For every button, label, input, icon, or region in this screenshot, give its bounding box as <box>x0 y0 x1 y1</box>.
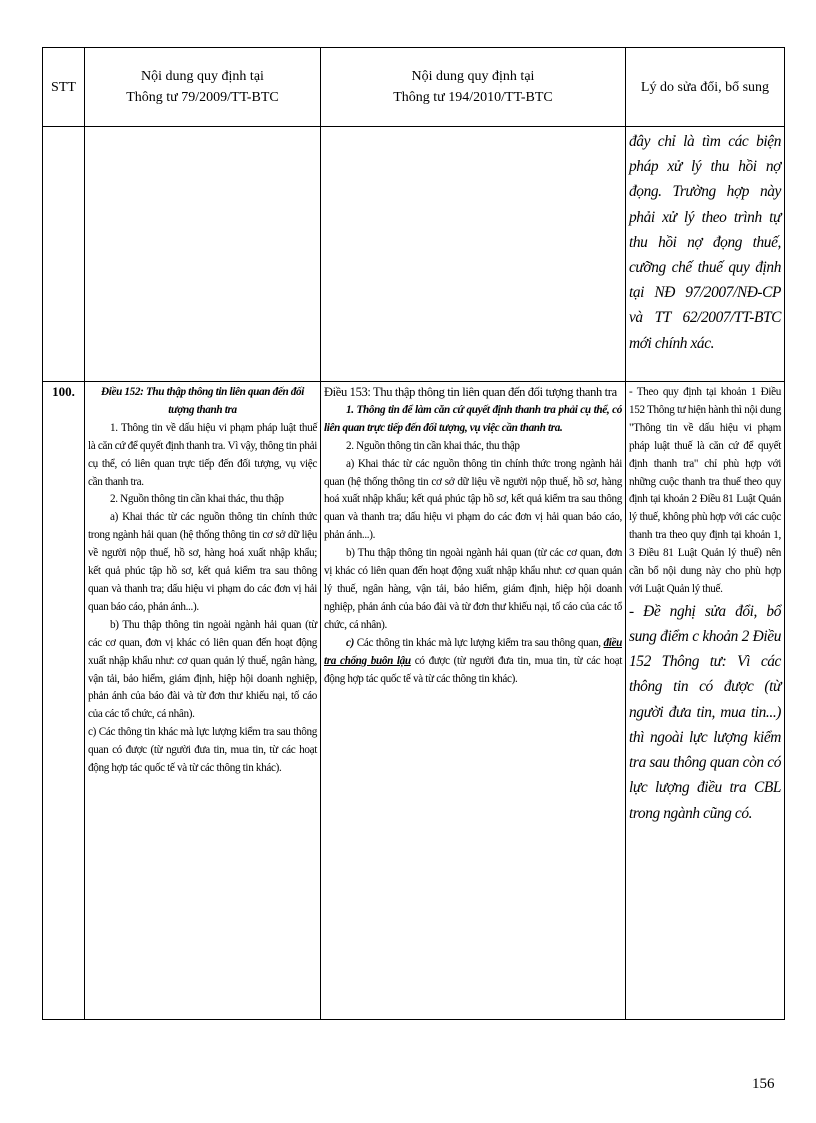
header-new-line1: Nội dung quy định tại <box>411 69 535 84</box>
header-stt-label: STT <box>51 79 76 95</box>
new-paragraph-1: 1. Thông tin để làm căn cứ quyết định thanh tra phải cụ thể, có liên quan trực tiếp đến đối tượng, vụ việc cần thanh tra. <box>324 403 622 434</box>
cell-reason-content <box>626 382 785 1020</box>
comparison-table <box>42 47 785 1020</box>
cell-reason-continued <box>626 127 785 382</box>
new-p5-prefix: c) <box>346 636 354 649</box>
new-article-title: Điều 153: Thu thập thông tin liên quan đến đối tượng thanh tra <box>324 385 617 399</box>
cell-stt-empty <box>43 127 85 382</box>
old-paragraph-3: a) Khai thác từ các nguồn thông tin chính thức trong ngành hải quan (hệ thống thông tin cơ sở dữ liệu về người nộp thuế, hồ sơ, hàng hoá xuất nhập khẩu; kết quả phúc tập hồ sơ, kết quả kiểm tra sau thông quan và thanh tra; dấu hiệu vi phạm do các đơn vị hải quan báo cáo, phản ánh...). <box>88 511 317 613</box>
header-old-line1: Nội dung quy định tại <box>141 69 264 84</box>
new-p5-text-b: có được (từ người đưa tin, mua tin, từ các hoạt động hợp tác quốc tế và từ các thông tin khác). <box>324 654 622 685</box>
header-stt <box>43 48 85 127</box>
cell-new-empty <box>321 127 626 382</box>
old-paragraph-5: c) Các thông tin khác mà lực lượng kiểm tra sau thông quan có được (từ người đưa tin, mua tin, từ các hoạt động hợp tác quốc tế và từ các thông tin khác). <box>88 726 317 775</box>
old-paragraph-4: b) Thu thập thông tin ngoài ngành hải quan (từ các cơ quan, đơn vị khác có liên quan đến hoạt động xuất nhập khẩu như: cơ quan quản lý thuế, ngân hàng, vận tải, bảo hiểm, giám định, hiệp hội doanh nghiệp, phản ánh của báo đài và từ đơn thư khiếu nại, tố cáo của các tổ chức, cá nhân). <box>88 618 317 721</box>
reason-continued-text: đây chỉ là tìm các biện pháp xử lý thu hồi nợ đọng. Trường hợp này phải xử lý theo trình tự thu hồi nợ đọng thuế, cưỡng chế thuế quy định tại NĐ 97/2007/NĐ-CP và TT 62/2007/TT-BTC mới chính xác. <box>629 133 781 352</box>
cell-old-empty <box>85 127 321 382</box>
new-paragraph-2: 2. Nguồn thông tin cần khai thác, thu thập <box>346 439 520 452</box>
cell-stt-100 <box>43 382 85 1020</box>
reason-paragraph-1: - Theo quy định tại khoản 1 Điều 152 Thông tư hiện hành thì nội dung "Thông tin về dấu hiệu vi phạm pháp luật thuế là căn cứ để quyết định thanh tra" chỉ phù hợp với những cuộc thanh tra thuế theo quy định tại khoản 2 Điều 81 Luật Quản lý thuế, không phù hợp với các cuộc thanh tra theo quy định tại khoản 1, 3 Điều 81 Luật Quản lý thuế) nên cần bổ nội dung này cho phù hợp với Luật Quản lý thuế. <box>629 386 781 595</box>
old-article-title: Điều 152: Thu thập thông tin liên quan đến đối tượng thanh tra <box>100 386 305 416</box>
new-paragraph-3: a) Khai thác từ các nguồn thông tin chính thức trong ngành hải quan (hệ thống thông tin cơ sở dữ liệu về người nộp thuế, hồ sơ, hàng hoá xuất nhập khẩu; kết quả phúc tập hồ sơ, kết quả kiểm tra sau thông quan và thanh tra; dấu hiệu vi phạm do các đơn vị hải quan báo cáo, phản ánh...). <box>324 457 622 542</box>
header-reason-label: Lý do sửa đổi, bổ sung <box>640 79 770 95</box>
table-row-continued <box>43 127 785 382</box>
header-new-line2: Thông tư 194/2010/TT-BTC <box>393 90 553 105</box>
header-old-regulation <box>85 48 321 127</box>
new-p5-text-a: Các thông tin khác mà lực lượng kiểm tra sau thông quan, <box>356 636 601 649</box>
reason-paragraph-2: - Đề nghị sửa đổi, bổ sung điểm c khoản 2 Điều 152 Thông tư: Vì các thông tin có được (từ người đưa tin, mua tin...) thì ngoài lực lượng kiểm tra sau thông quan còn có lực lượng điều tra CBL trong ngành cũng có. <box>629 602 781 822</box>
header-new-regulation <box>321 48 626 127</box>
cell-old-content <box>85 382 321 1020</box>
page-number: 156 <box>752 1076 775 1092</box>
table-header-row <box>43 48 785 127</box>
new-p5-emphasis: điều tra chống buôn lậu <box>324 636 622 667</box>
new-paragraph-4: b) Thu thập thông tin ngoài ngành hải quan (từ các cơ quan, đơn vị khác có liên quan đến hoạt động xuất nhập khẩu như: cơ quan quản lý thuế, ngân hàng, vận tải, bảo hiểm, giám định, hiệp hội doanh nghiệp, phản ánh của báo đài và từ đơn thư khiếu nại, tố cáo của các tổ chức, cá nhân). <box>324 547 622 631</box>
new-paragraph-5 <box>324 635 622 689</box>
row-number: 100. <box>52 384 75 399</box>
old-paragraph-2: 2. Nguồn thông tin cần khai thác, thu thập <box>110 493 284 506</box>
header-old-line2: Thông tư 79/2009/TT-BTC <box>126 90 279 105</box>
old-paragraph-1: 1. Thông tin về dấu hiệu vi phạm pháp luật thuế là căn cứ để quyết định thanh tra. Vì vậy, thông tin phải cụ thể, có liên quan trực tiếp đến đối tượng, vụ việc cần thanh tra. <box>88 421 317 488</box>
cell-new-content <box>321 382 626 1020</box>
table-row-100 <box>43 382 785 1020</box>
header-reason <box>626 48 785 127</box>
